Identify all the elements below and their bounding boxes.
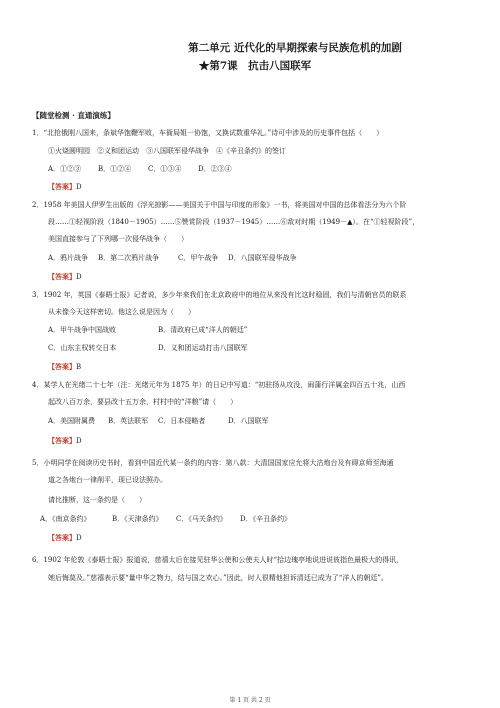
question-4-text-line2: 起改八百万余，要县改十五万余，村村中的“洋粮”请（ ） [48, 398, 238, 406]
question-3-text: 3．1902 年，英国《泰晤士报》记者说，多少年来我们在北京政府中的地位从来没有比这时稳固，我们与清朝官员的联系 [32, 291, 407, 299]
question-6-text: 6．1902 年伦敦《泰晤士报》报道说，慈禧太后在接见驻华公使和公使夫人时“拾边瑰亭地说进说彼指色最极大的得讯， [32, 556, 404, 564]
question-5-answer: 【答案】D [48, 533, 82, 542]
lesson-title: ★第7课 抗击八国联军 [198, 60, 312, 72]
question-4-answer: 【答案】D [48, 436, 82, 445]
page-footer: 第 1 页 共 2 页 [229, 697, 271, 704]
question-1-option-c: C．①③④ [148, 165, 182, 173]
question-4-option-c: C．日本侵略者 [158, 417, 206, 425]
question-5-option-d: D．《辛丑条约》 [240, 515, 292, 523]
question-6-text-line2: 她后悔莫及。”慈禧表示要“量中华之物力，结与国之欢心。”因此，时人很精他担诉清廷已成为了“洋人的朝廷”。 [48, 574, 388, 582]
question-1-answer: 【答案】D [48, 182, 82, 191]
question-4-option-d: D．八国联军 [228, 417, 269, 425]
question-5-text-line3: 请比推断，这一条约是（ ） [48, 496, 146, 504]
question-3-option-c: C．山东主权转交日本 [48, 344, 117, 352]
question-1-option-b: B．①②④ [98, 165, 132, 173]
question-2-text-line2: 段……①轻视阶段（1840－1905）……⑤赞赏阶段（1937－1945）……⑥敌对时期（1949－▲）。在“①轻视阶段”， [48, 218, 420, 226]
question-4-option-b: B．英法联军 [108, 417, 149, 425]
question-5-option-c: C．《马关条约》 [176, 515, 227, 523]
question-1-items: ①火烧圆明园 ②义和团运动 ③八国联军侵华战争 ④《辛丑条约》的签订 [48, 147, 286, 155]
section-heading: 【随堂检测 · 直通演练】 [32, 111, 115, 120]
question-2-option-c: C．甲午战争 [178, 254, 219, 262]
question-2-text: 2．1958 年美国人伊罗生出版的《浮光掠影——美国关于中国与印度的形象》一书，将美国对中国的总体看法分为六个阶 [32, 201, 407, 209]
question-3-answer: 【答案】B [48, 362, 82, 371]
question-2-option-b: B．第二次鸦片战争 [98, 254, 160, 262]
question-3-option-b: B．清政府已成“洋人的朝廷” [158, 326, 248, 334]
unit-title: 第二单元 近代化的早期探索与民族危机的加剧 [188, 42, 402, 54]
question-3-text-line2: 从未像今天这样密切。他这么说是因为（ ） [48, 308, 195, 316]
question-5-text-line2: 道之各炮台一律削平，现已设法照办。 [48, 476, 167, 484]
question-2-answer: 【答案】D [48, 272, 82, 281]
question-5-option-a: A．《南京条约》 [40, 515, 91, 523]
question-4-text: 4．某学人在光绪二十七年（注：光绪元年为 1875 年）的日记中写道：“初驻扬从攻没，闹蒲行洋属金四百五十兆，山西 [32, 381, 406, 389]
question-1-text: 1．“北抢俄刚八国来，条斌华饱鞭军败，车衙局姐一协饱，又换试数重华礼。”诗可中涉及的历史事件包括（ ） [32, 129, 384, 137]
question-3-option-a: A．甲午战争中国战败 [48, 326, 117, 334]
question-2-text-line3: 美国直接参与了下列哪一次侵华战争（ ） [48, 235, 188, 243]
question-4-option-a: A．美国附属费 [48, 417, 96, 425]
question-5-option-b: B．《天津条约》 [112, 515, 163, 523]
question-5-text: 5．小明同学在阅读历史书时，看到中国近代某一条约的内容：第八款：大清国国家应允将大沽炮台及有碍京师至海通 [32, 459, 394, 467]
question-1-option-d: D．②③④ [198, 165, 232, 173]
question-2-option-a: A．鸦片战争 [48, 254, 89, 262]
question-3-option-d: D．义和团运动打击八国联军 [158, 344, 248, 352]
question-1-option-a: A．①②③ [48, 165, 82, 173]
question-2-option-d: D．八国联军侵华战争 [228, 254, 297, 262]
